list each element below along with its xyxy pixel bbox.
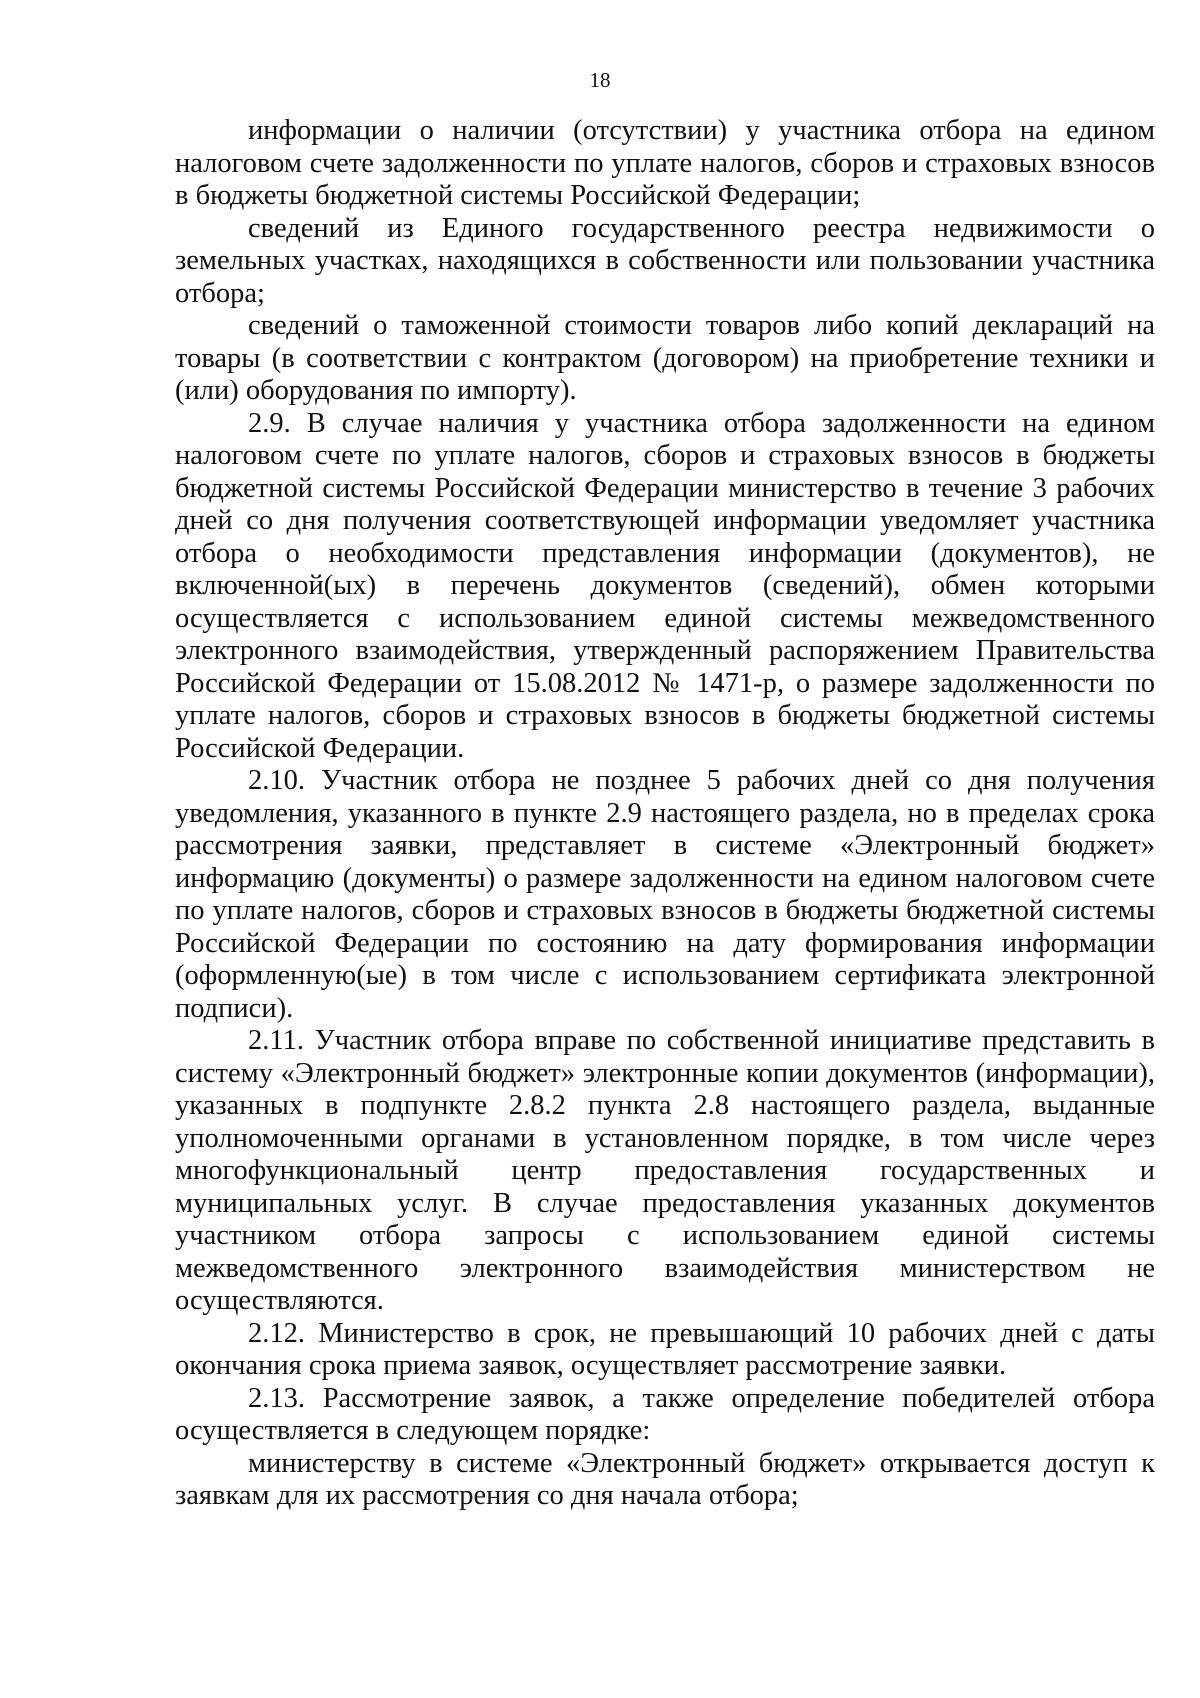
document-body <box>175 115 1155 1513</box>
paragraph-2-9: 2.9. В случае наличия у участника отбора задолженности на едином налоговом счете по уплате налогов, сборов и страховых взносов в бюджеты бюджетной системы Российской Федерации министерство в течение 3 рабочих дней со дня получения соответствующей информации уведомляет участника отбора о необходимости представления информации (документов), не включенной(ых) в перечень документов (сведений), обмен которыми осуществляется с использованием единой системы межведомственного электронного взаимодействия, утвержденный распоряжением Правительства Российской Федерации от 15.08.2012 № 1471-р, о размере задолженности по уплате налогов, сборов и страховых взносов в бюджеты бюджетной системы Российской Федерации. <box>175 407 1155 764</box>
paragraph-2-12: 2.12. Министерство в срок, не превышающий 10 рабочих дней с даты окончания срока приема заявок, осуществляет рассмотрение заявки. <box>175 1317 1155 1381</box>
paragraph-2-10: 2.10. Участник отбора не позднее 5 рабочих дней со дня получения уведомления, указанного в пункте 2.9 настоящего раздела, но в пределах срока рассмотрения заявки, представляет в системе «Электронный бюджет» информацию (документы) о размере задолженности на едином налоговом счете по уплате налогов, сборов и страховых взносов в бюджеты бюджетной системы Российской Федерации по состоянию на дату формирования информации (оформленную(ые) в том числе с использованием сертификата электронной подписи). <box>175 765 1155 1024</box>
page-number: 18 <box>589 68 611 92</box>
paragraph-land-registry: сведений из Единого государственного реестра недвижимости о земельных участках, находящихся в собственности или пользовании участника отбора; <box>175 212 1155 309</box>
paragraph-2-11: 2.11. Участник отбора вправе по собственной инициативе представить в систему «Электронный бюджет» электронные копии документов (информации), указанных в подпункте 2.8.2 пункта 2.8 настоящего раздела, выданные уполномоченными органами в установленном порядке, в том числе через многофункциональный центр предоставления государственных и муниципальных услуг. В случае предоставления указанных документов участником отбора запросы с использованием единой системы межведомственного электронного взаимодействия министерством не осуществляются. <box>175 1025 1155 1316</box>
paragraph-access-to-applications: министерству в системе «Электронный бюджет» открывается доступ к заявкам для их рассмотрения со дня начала отбора; <box>175 1447 1155 1511</box>
paragraph-2-13: 2.13. Рассмотрение заявок, а также определение победителей отбора осуществляется в следующем порядке: <box>175 1382 1155 1446</box>
paragraph-tax-debt-info: информации о наличии (отсутствии) у участника отбора на едином налоговом счете задолженности по уплате налогов, сборов и страховых взносов в бюджеты бюджетной системы Российской Федерации; <box>175 115 1155 211</box>
paragraph-customs-value: сведений о таможенной стоимости товаров либо копий деклараций на товары (в соответствии с контрактом (договором) на приобретение техники и (или) оборудования по импорту). <box>175 310 1155 406</box>
